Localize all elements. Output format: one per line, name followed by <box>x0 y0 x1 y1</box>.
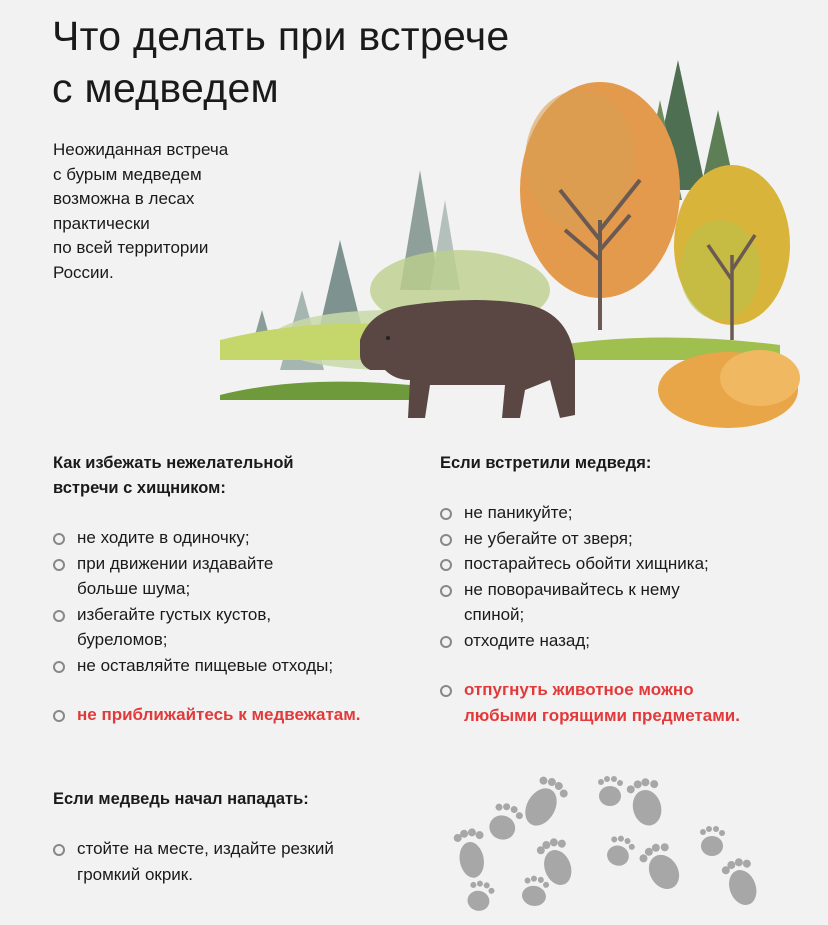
bear-in-forest-illustration <box>220 40 820 440</box>
circle-bullet-icon <box>440 585 452 597</box>
attack-heading-line: Если медведь начал нападать: <box>53 790 309 808</box>
attack-list <box>53 836 433 887</box>
met-heading <box>440 451 651 476</box>
intro-line: с бурым медведем <box>53 164 202 184</box>
list-item: избегайте густых кустов, буреломов; <box>53 602 413 653</box>
attack-heading <box>53 787 309 812</box>
yellow-tree <box>674 165 790 340</box>
bear-paw-prints-icon <box>440 770 820 920</box>
met-heading-line: Если встретили медведя: <box>440 454 652 472</box>
list-item: не ходите в одиночку; <box>53 525 413 551</box>
list-item: стойте на месте, издайте резкий громкий окрик. <box>53 836 433 887</box>
list-item: не поворачивайтесь к нему спиной; <box>440 577 810 628</box>
circle-bullet-icon <box>440 559 452 571</box>
circle-bullet-icon <box>440 508 452 520</box>
circle-bullet-icon <box>53 610 65 622</box>
circle-bullet-icon <box>53 844 65 856</box>
circle-bullet-icon <box>53 710 65 722</box>
grass <box>220 382 410 400</box>
orange-bush <box>720 350 800 406</box>
intro-line: по всей территории <box>53 238 209 257</box>
circle-bullet-icon <box>440 534 452 546</box>
avoid-list <box>53 525 413 728</box>
intro-line: практически <box>53 213 150 233</box>
avoid-heading <box>53 451 294 501</box>
warning-item: отпугнуть животное можно любыми горящими предметами. <box>440 677 810 728</box>
intro-line: Неожиданная встреча <box>53 140 229 159</box>
met-list <box>440 500 810 728</box>
title-line-2: с медведем <box>52 65 280 111</box>
circle-bullet-icon <box>53 533 65 545</box>
list-item: постарайтесь обойти хищника; <box>440 551 810 577</box>
avoid-heading-line: Как избежать нежелательной <box>53 454 294 472</box>
list-item: не паникуйте; <box>440 500 810 526</box>
intro-line: возможна в лесах <box>53 189 195 208</box>
circle-bullet-icon <box>53 661 65 673</box>
list-item: не оставляйте пищевые отходы; <box>53 653 413 679</box>
list-item: при движении издавайте больше шума; <box>53 551 413 602</box>
avoid-heading-line: встречи с хищником: <box>53 479 226 497</box>
circle-bullet-icon <box>440 636 452 648</box>
title-line-1: Что делать при встрече <box>52 13 510 59</box>
warning-item: не приближайтесь к медвежатам. <box>53 702 413 728</box>
bear <box>360 300 575 418</box>
list-item: не убегайте от зверя; <box>440 526 810 552</box>
circle-bullet-icon <box>440 685 452 697</box>
circle-bullet-icon <box>53 559 65 571</box>
intro-line: России. <box>53 262 114 282</box>
list-item: отходите назад; <box>440 628 810 654</box>
